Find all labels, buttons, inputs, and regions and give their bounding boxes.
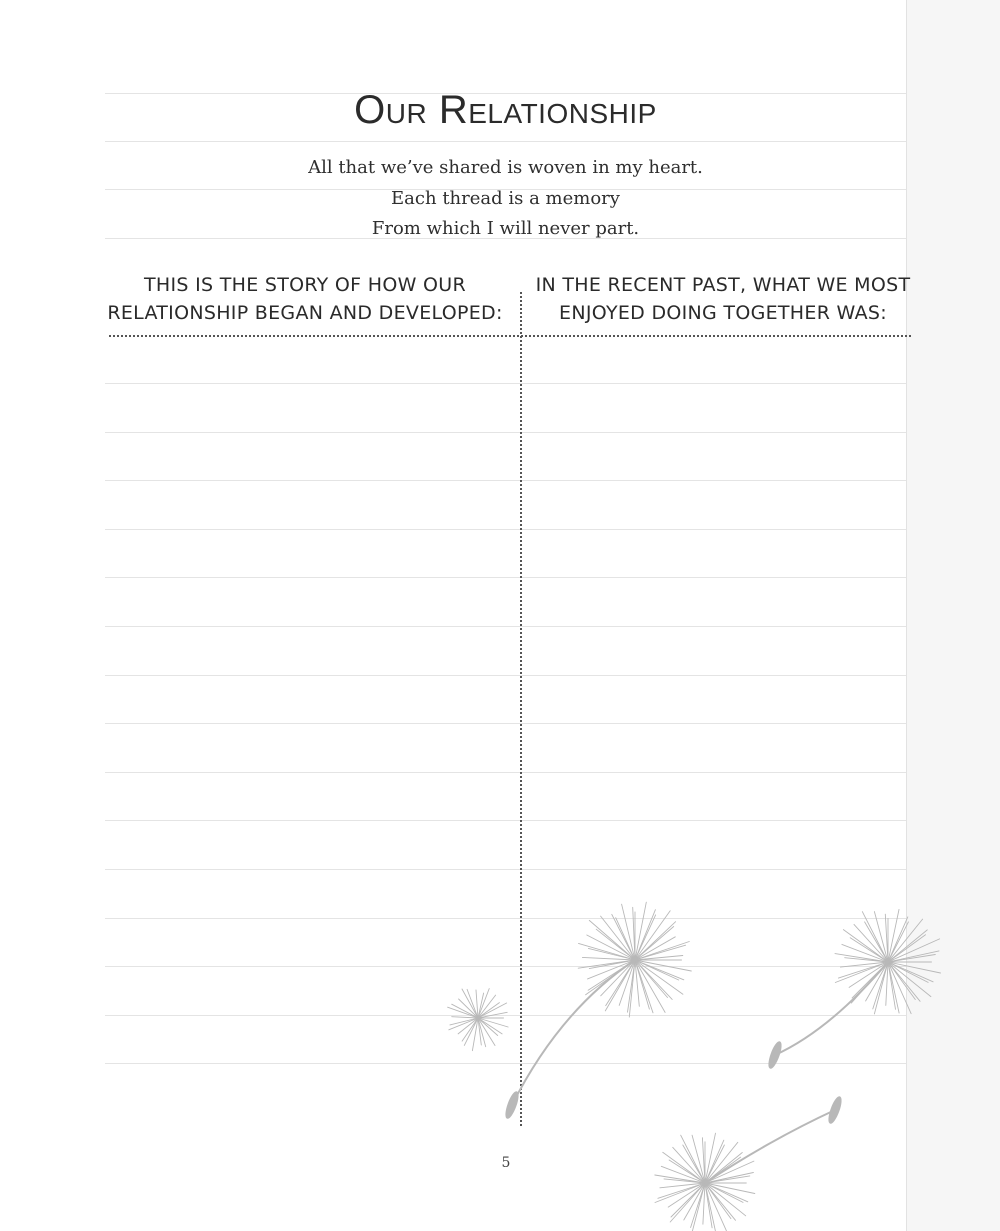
ruled-line	[105, 432, 906, 433]
heading-line: RELATIONSHIP BEGAN AND DEVELOPED:	[107, 302, 503, 324]
column-divider	[520, 292, 522, 1126]
dandelion-seed-icon	[448, 989, 509, 1051]
dandelion-seed-icon	[503, 902, 691, 1119]
ruled-line	[105, 1063, 906, 1064]
ruled-line	[105, 723, 906, 724]
poem-line: All that we’ve shared is woven in my heart.	[308, 157, 703, 178]
poem-line: Each thread is a memory	[391, 187, 620, 209]
poem-line: From which I will never part.	[371, 218, 640, 239]
ruled-line	[105, 869, 906, 870]
ruled-line	[105, 918, 906, 919]
ruled-line	[105, 577, 906, 578]
page-number: 5	[501, 1155, 511, 1171]
heading-line: ENJOYED DOING TOGETHER WAS:	[559, 302, 887, 324]
ruled-line	[105, 529, 906, 530]
ruled-line	[105, 141, 906, 142]
dandelion-seed-icon	[655, 1095, 844, 1231]
left-column-heading	[105, 271, 505, 327]
page-title: Our Relationship	[354, 88, 657, 132]
ruled-line	[105, 1015, 906, 1016]
heading-line: IN THE RECENT PAST, WHAT WE MOST	[535, 274, 911, 296]
right-column-heading	[523, 271, 923, 327]
ruled-line	[105, 820, 906, 821]
heading-line: THIS IS THE STORY OF HOW OUR	[144, 274, 466, 296]
ruled-line	[105, 772, 906, 773]
poem	[105, 153, 906, 245]
ruled-line	[105, 383, 906, 384]
ruled-line	[105, 675, 906, 676]
ruled-line	[105, 480, 906, 481]
ruled-line	[105, 966, 906, 967]
page-edge	[906, 0, 1000, 1231]
ruled-line	[105, 626, 906, 627]
heading-divider	[109, 335, 911, 337]
